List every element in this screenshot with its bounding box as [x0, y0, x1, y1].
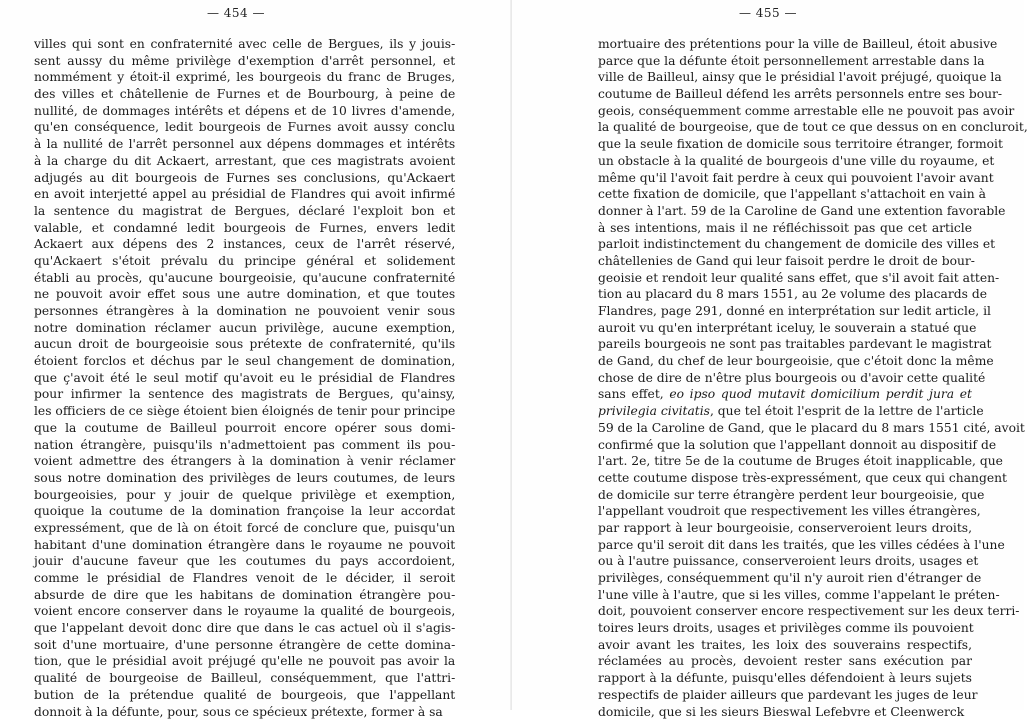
latin-quotation: privilegia civitatis: [598, 404, 710, 418]
text-line: coutume de Bailleul défend les arrêts personnels entre ses bour-: [598, 86, 972, 103]
text-line: bourgeoisies, pour y jouir de quelque privilège et exemption,: [34, 487, 455, 504]
text-line: expressément, que de là on étoit forcé de conclure que, puisqu'un: [34, 520, 455, 537]
text-line: tion, que le présidial avoit préjugé qu'elle ne pouvoit pas avoir la: [34, 653, 455, 670]
text-line: des villes et châtellenie de Furnes et de Bourbourg, à peine de: [34, 86, 455, 103]
text-line: cette fixation de domicile, que l'appellant s'attachoit en vain à: [598, 186, 972, 203]
text-line: établi au procès, qu'aucune bourgeoisie, qu'aucune confraternité: [34, 270, 455, 287]
text-line: personnes étrangères à la domination ne pouvoient venir sous: [34, 303, 455, 320]
right-page-number: — 455 —: [512, 6, 1024, 20]
text-line: qu'en conséquence, ledit bourgeois de Furnes avoit aussy conclu: [34, 119, 455, 136]
text-line: adjugés au dit bourgeois de Furnes ses conclusions, qu'Ackaert: [34, 170, 455, 187]
text-line: réclamées au procès, devoient rester sans exécution par: [598, 653, 972, 670]
text-line: tion au placard du 8 mars 1551, au 2e volume des placards de: [598, 286, 972, 303]
text-line: la qualité de bourgeoise, que de tout ce que dessus on en concluroit,: [598, 119, 972, 136]
text-line: les officiers de ce siège étoient bien éloignés de tenir pour principe: [34, 403, 455, 420]
text-line: l'art. 2e, titre 5e de la coutume de Bruges étoit inapplicable, que: [598, 453, 972, 470]
text-line: geois, conséquemment comme arrestable elle ne pouvoit pas avoir: [598, 103, 972, 120]
text-line: 59 de la Caroline de Gand, que le placard du 8 mars 1551 cité, avoit: [598, 420, 972, 437]
text-line: châtellenies de Gand qui leur faisoit perdre le droit de bour-: [598, 253, 972, 270]
text-line: ou à l'autre puissance, conserveroient leurs droits, usages et: [598, 553, 972, 570]
text-line: la sentence du magistrat de Bergues, déclaré l'exploit bon et: [34, 203, 455, 220]
text-line: de domicile sur terre étrangère perdent leur bourgeoisie, que: [598, 487, 972, 504]
text-line: respectifs de plaider ailleurs que pardevant les juges de leur: [598, 687, 972, 704]
text-line: donner à l'art. 59 de la Caroline de Gand une extention favorable: [598, 203, 972, 220]
text-segment: , que tel étoit l'esprit de la lettre de l'article: [710, 404, 984, 418]
left-page-text: [34, 36, 455, 720]
text-line: jouir d'aucune faveur que les coutumes du pays accordoient,: [34, 553, 455, 570]
text-segment: sans effet,: [598, 387, 669, 401]
text-line: nommément y étoit-il exprimé, les bourgeois du franc de Bruges,: [34, 69, 455, 86]
text-line: l'appellant voudroit que respectivement les villes étrangères,: [598, 503, 972, 520]
text-line: un obstacle à la qualité de bourgeois d'une ville du royaume, et: [598, 153, 972, 170]
text-line: pareils bourgeois ne sont pas traitables pardevant le magistrat: [598, 336, 972, 353]
text-line: habitant d'une domination étrangère dans le royaume ne pouvoit: [34, 537, 455, 554]
text-line: en avoit interjetté appel au présidial de Flandres qui avoit infirmé: [34, 186, 455, 203]
text-line: donnoit à la défunte, pour, sous ce spécieux prétexte, former à sa: [34, 704, 455, 720]
text-line: nullité, de dommages intérêts et dépens et de 10 livres d'amende,: [34, 103, 455, 120]
text-line: villes qui sont en confraternité avec celle de Bergues, ils y jouis-: [34, 36, 455, 53]
text-line: étoient forclos et déchus par le seul changement de domination,: [34, 353, 455, 370]
text-line: quoique la coutume de la domination françoise la leur accordat: [34, 503, 455, 520]
text-line: notre domination réclamer aucun privilège, aucune exemption,: [34, 320, 455, 337]
text-line: qualité de bourgeoise de Bailleul, conséquemment, que l'attri-: [34, 670, 455, 687]
text-line: voient encore conserver dans le royaume la qualité de bourgeois,: [34, 603, 455, 620]
text-line: geoisie et rendoit leur qualité sans effet, que s'il avoit fait atten-: [598, 270, 972, 287]
text-line: domicile, que si les sieurs Bieswal Lefebvre et Cleenwerck: [598, 704, 972, 720]
text-line: rapport à la défunte, puisqu'elles défendoient à leurs sujets: [598, 670, 972, 687]
text-line: à la nullité de l'arrêt personnel aux dépens dommages et intérêts: [34, 136, 455, 153]
text-line: soit d'une mortuaire, d'une personne étrangère de cette domina-: [34, 637, 455, 654]
text-line: [598, 403, 972, 420]
text-line: auroit vu qu'en interprétant iceluy, le souverain a statué que: [598, 320, 972, 337]
right-page-text: [598, 36, 972, 720]
text-line: parce qu'il seroit dit dans les traités, que les villes cédées à l'une: [598, 537, 972, 554]
text-line: sous notre domination des privilèges de leurs coutumes, de leurs: [34, 470, 455, 487]
text-line: Flandres, page 291, donné en interprétation sur ledit article, il: [598, 303, 972, 320]
text-line: valable, et condamné ledit bourgeois de Furnes, envers ledit: [34, 220, 455, 237]
text-line: parloit indistinctement du changement de domicile des villes et: [598, 236, 972, 253]
text-line: toires leurs droits, usages et privilèges comme ils pouvoient: [598, 620, 972, 637]
text-line: même qu'il l'avoit fait perdre à ceux qui pouvoient l'avoir avant: [598, 170, 972, 187]
text-line: doit, pouvoient conserver encore respectivement sur les deux terri-: [598, 603, 972, 620]
text-line: à ses intentions, mais il ne réfléchissoit pas que cet article: [598, 220, 972, 237]
text-line: bution de la prétendue qualité de bourgeois, que l'appellant: [34, 687, 455, 704]
text-line: nation étrangère, puisqu'ils n'admettoient pas comment ils pou-: [34, 437, 455, 454]
text-line: parce que la défunte étoit personnellement arrestable dans la: [598, 53, 972, 70]
text-line: pour infirmer la sentence des magistrats de Bergues, qu'ainsy,: [34, 386, 455, 403]
text-line: confirmé que la solution que l'appellant donnoit au dispositif de: [598, 437, 972, 454]
text-line: avoir avant les traites, les loix des souverains respectifs,: [598, 637, 972, 654]
text-line: cette coutume dispose très-expressément, que ceux qui changent: [598, 470, 972, 487]
text-line: par rapport à leur bourgeoisie, conserveroient leurs droits,: [598, 520, 972, 537]
text-line: que la coutume de Bailleul pourroit encore opérer sous domi-: [34, 420, 455, 437]
text-line: mortuaire des prétentions pour la ville de Bailleul, étoit abusive: [598, 36, 972, 53]
text-line: que l'appelant devoit donc dire que dans le cas actuel où il s'agis-: [34, 620, 455, 637]
text-line: [598, 386, 972, 403]
text-line: ne pouvoit avoir effet sous une autre domination, et que toutes: [34, 286, 455, 303]
text-line: l'une ville à l'autre, que si les villes, comme l'appelant le préten-: [598, 587, 972, 604]
text-line: comme le présidial de Flandres venoit de le décider, il seroit: [34, 570, 455, 587]
text-line: voient admettre des étrangers à la domination à venir réclamer: [34, 453, 455, 470]
text-line: Ackaert aux dépens des 2 instances, ceux de l'arrêt réservé,: [34, 236, 455, 253]
text-line: privilèges, conséquemment qu'il n'y auroit rien d'étranger de: [598, 570, 972, 587]
text-line: aucun droit de bourgeoisie sous prétexte de confraternité, qu'ils: [34, 336, 455, 353]
text-line: absurde de dire que les habitans de domination étrangère pou-: [34, 587, 455, 604]
text-line: de Gand, du chef de leur bourgeoisie, que c'étoit donc la même: [598, 353, 972, 370]
text-line: que ç'avoit été le seul motif qu'avoit eu le présidial de Flandres: [34, 370, 455, 387]
text-line: à la charge du dit Ackaert, arrestant, que ces magistrats avoient: [34, 153, 455, 170]
left-page-number: — 454 —: [0, 6, 492, 20]
text-line: chose de dire de n'être plus bourgeois ou d'avoir cette qualité: [598, 370, 972, 387]
text-line: qu'Ackaert s'étoit prévalu du principe général et solidement: [34, 253, 455, 270]
latin-quotation: eo ipso quod mutavit domicilium perdit jura et: [669, 387, 972, 401]
text-line: ville de Bailleul, ainsy que le présidial l'avoit préjugé, quoique la: [598, 69, 972, 86]
text-line: sent aussy du même privilège d'exemption d'arrêt personnel, et: [34, 53, 455, 70]
text-line: que la seule fixation de domicile sous territoire étranger, formoit: [598, 136, 972, 153]
